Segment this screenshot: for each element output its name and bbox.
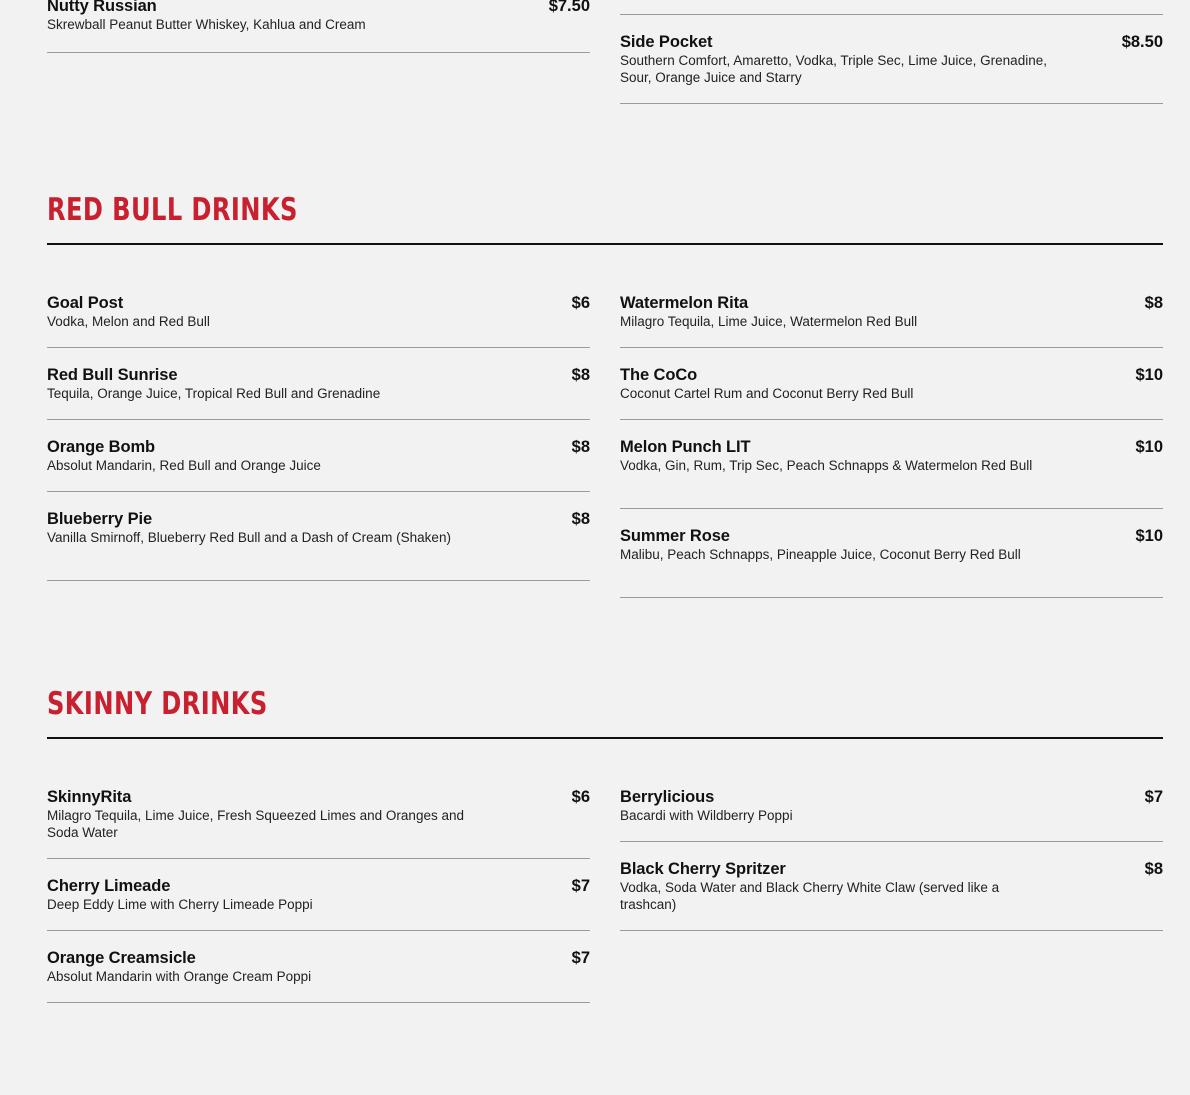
skinny-left-column xyxy=(47,787,590,1003)
menu-item xyxy=(620,348,1163,420)
skinny-right-column xyxy=(620,787,1163,931)
divider xyxy=(620,14,1163,15)
item-name: Orange Creamsicle xyxy=(47,949,196,967)
item-name: Red Bull Sunrise xyxy=(47,366,178,384)
menu-item xyxy=(47,293,590,348)
item-description: Malibu, Peach Schnapps, Pineapple Juice, Coconut Berry Red Bull xyxy=(620,547,1021,562)
menu-item xyxy=(620,420,1163,509)
item-name: Nutty Russian xyxy=(47,0,157,15)
menu-item xyxy=(620,32,1163,104)
red-bull-left-column xyxy=(47,293,590,581)
item-description: Skrewball Peanut Butter Whiskey, Kahlua and Cream xyxy=(47,17,366,32)
menu-item xyxy=(620,509,1163,598)
item-name: Black Cherry Spritzer xyxy=(620,860,786,878)
menu-item xyxy=(47,859,590,931)
item-price: $8 xyxy=(1144,294,1163,312)
item-price: $7 xyxy=(571,949,590,967)
item-description: Absolut Mandarin, Red Bull and Orange Juice xyxy=(47,458,321,473)
item-price: $8 xyxy=(1144,860,1163,878)
item-price: $10 xyxy=(1135,366,1163,384)
item-name: Goal Post xyxy=(47,294,124,312)
section-divider xyxy=(47,243,1163,245)
item-price: $7 xyxy=(571,877,590,895)
item-name: Melon Punch LIT xyxy=(620,438,751,456)
item-price: $6 xyxy=(571,294,590,312)
item-description: Tequila, Orange Juice, Tropical Red Bull and Grenadine xyxy=(47,386,381,401)
item-description: Vodka, Gin, Rum, Trip Sec, Peach Schnapps & Watermelon Red Bull xyxy=(620,458,1033,473)
item-name: Side Pocket xyxy=(620,33,713,51)
item-price: $10 xyxy=(1135,527,1163,545)
menu-item xyxy=(620,787,1163,842)
item-name: SkinnyRita xyxy=(47,788,132,806)
item-description: Vodka, Melon and Red Bull xyxy=(47,314,210,329)
item-price: $8 xyxy=(571,438,590,456)
section-title-skinny: SKINNY DRINKS xyxy=(47,686,268,722)
menu-item xyxy=(47,787,590,859)
item-price: $7 xyxy=(1144,788,1163,806)
item-price: $10 xyxy=(1135,438,1163,456)
item-description: Bacardi with Wildberry Poppi xyxy=(620,808,793,823)
top-left-column xyxy=(47,0,590,53)
item-price: $8 xyxy=(571,510,590,528)
item-description: Southern Comfort, Amaretto, Vodka, Triple Sec, Lime Juice, Grenadine, Sour, Orange Juice and Starry xyxy=(620,53,1047,85)
section-divider xyxy=(47,737,1163,739)
item-price: $8 xyxy=(571,366,590,384)
item-price: $6 xyxy=(571,788,590,806)
item-name: The CoCo xyxy=(620,366,698,384)
item-description: Coconut Cartel Rum and Coconut Berry Red Bull xyxy=(620,386,914,401)
item-price: $7.50 xyxy=(548,0,590,15)
menu-item xyxy=(47,0,590,53)
item-description: Vodka, Soda Water and Black Cherry White Claw (served like a trashcan) xyxy=(620,880,1000,912)
item-name: Orange Bomb xyxy=(47,438,155,456)
item-name: Cherry Limeade xyxy=(47,877,171,895)
item-description: Absolut Mandarin with Orange Cream Poppi xyxy=(47,969,312,984)
menu-item xyxy=(47,348,590,420)
menu-item xyxy=(47,420,590,492)
item-description: Vanilla Smirnoff, Blueberry Red Bull and a Dash of Cream (Shaken) xyxy=(47,530,451,545)
item-description: Deep Eddy Lime with Cherry Limeade Poppi xyxy=(47,897,313,912)
item-name: Blueberry Pie xyxy=(47,510,153,528)
item-description: Milagro Tequila, Lime Juice, Fresh Squeezed Limes and Oranges and Soda Water xyxy=(47,808,464,840)
item-name: Summer Rose xyxy=(620,527,730,545)
menu-item xyxy=(47,931,590,1003)
item-name: Berrylicious xyxy=(620,788,715,806)
menu-item xyxy=(620,842,1163,931)
menu-item xyxy=(620,293,1163,348)
item-name: Watermelon Rita xyxy=(620,294,749,312)
section-title-red-bull: RED BULL DRINKS xyxy=(47,192,298,228)
item-description: Milagro Tequila, Lime Juice, Watermelon Red Bull xyxy=(620,314,918,329)
menu-item xyxy=(47,492,590,581)
item-price: $8.50 xyxy=(1121,33,1163,51)
red-bull-right-column xyxy=(620,293,1163,598)
